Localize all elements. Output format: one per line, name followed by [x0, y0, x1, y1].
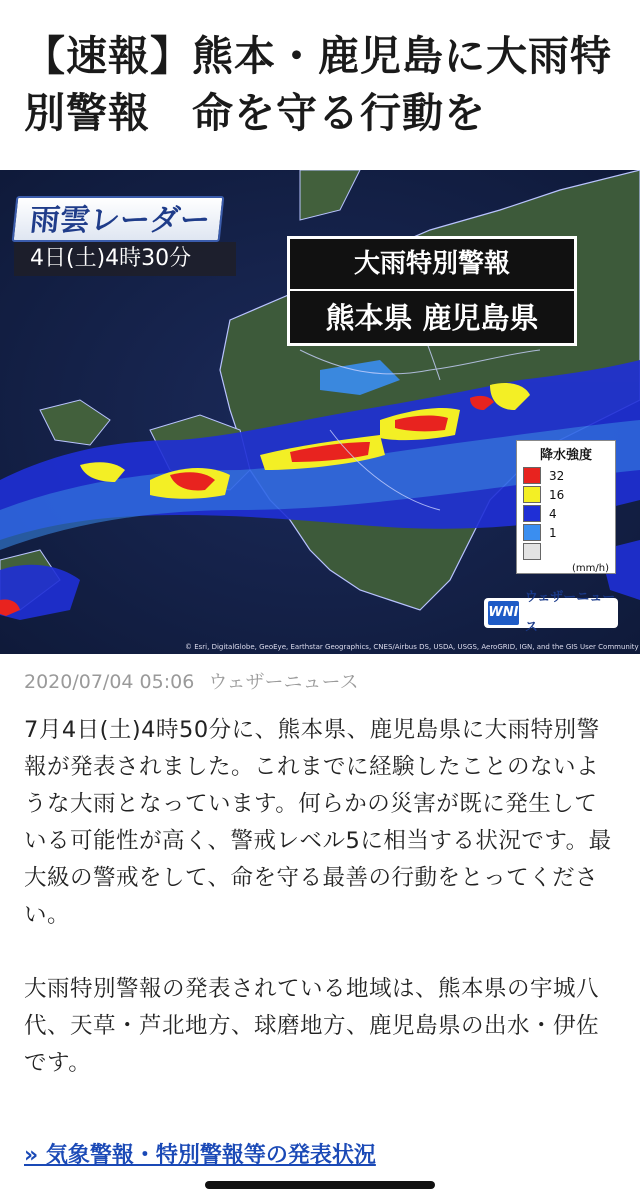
- legend-item: [523, 523, 609, 542]
- legend-swatch: [523, 505, 541, 522]
- article-source: ウェザーニュース: [208, 671, 359, 693]
- home-indicator[interactable]: [205, 1181, 435, 1189]
- legend-swatch: [523, 543, 541, 560]
- article-paragraph: 7月4日(土)4時50分に、熊本県、鹿児島県に大雨特別警報が発表されました。これまでに経験したことのないような大雨となっています。何らかの災害が既に発生している可能性が高く、警戒レベル5に相当する状況です。最大級の警戒をして、命を守る最善の行動をとってください。: [24, 717, 612, 928]
- article-body: [24, 712, 616, 1082]
- legend-swatch: [523, 467, 541, 484]
- radar-map-image: [0, 170, 640, 654]
- article-date: 2020/07/04 05:06: [24, 671, 195, 693]
- radar-title-badge: 雨雲レーダー: [12, 196, 225, 242]
- legend-item: [523, 485, 609, 504]
- legend-label: 16: [549, 487, 565, 502]
- warning-box: [287, 236, 577, 346]
- warning-status-link[interactable]: » 気象警報・特別警報等の発表状況: [24, 1143, 376, 1168]
- legend-swatch: [523, 486, 541, 503]
- article-headline: 【速報】熊本・鹿児島に大雨特別警報 命を守る行動を: [24, 32, 612, 137]
- weathernews-logo-icon: WNI: [488, 601, 519, 625]
- precipitation-legend: [516, 440, 616, 574]
- legend-unit: (mm/h): [572, 563, 609, 574]
- legend-label: 4: [549, 506, 557, 521]
- map-credit: © Esri, DigitalGlobe, GeoEye, Earthstar Geographics, CNES/Airbus DS, USDA, USGS, AeroGRID, IGN, and the GIS User Community: [185, 643, 639, 651]
- legend-item: [523, 542, 609, 561]
- legend-item: [523, 466, 609, 485]
- radar-timestamp: 4日(土)4時30分: [14, 242, 236, 276]
- warning-areas: 熊本県 鹿児島県: [325, 301, 539, 335]
- weathernews-logo: [484, 590, 618, 635]
- legend-label: 1: [549, 525, 557, 540]
- legend-item: [523, 504, 609, 523]
- article-meta: [24, 668, 359, 696]
- article-paragraph: 大雨特別警報の発表されている地域は、熊本県の宇城八代、天草・芦北地方、球磨地方、鹿児島県の出水・伊佐です。: [24, 976, 600, 1076]
- legend-label: 32: [549, 468, 565, 483]
- legend-title: 降水強度: [539, 448, 592, 463]
- legend-swatch: [523, 524, 541, 541]
- weathernews-logo-text: ウェザーニュース: [524, 590, 616, 635]
- warning-title: 大雨特別警報: [290, 239, 574, 291]
